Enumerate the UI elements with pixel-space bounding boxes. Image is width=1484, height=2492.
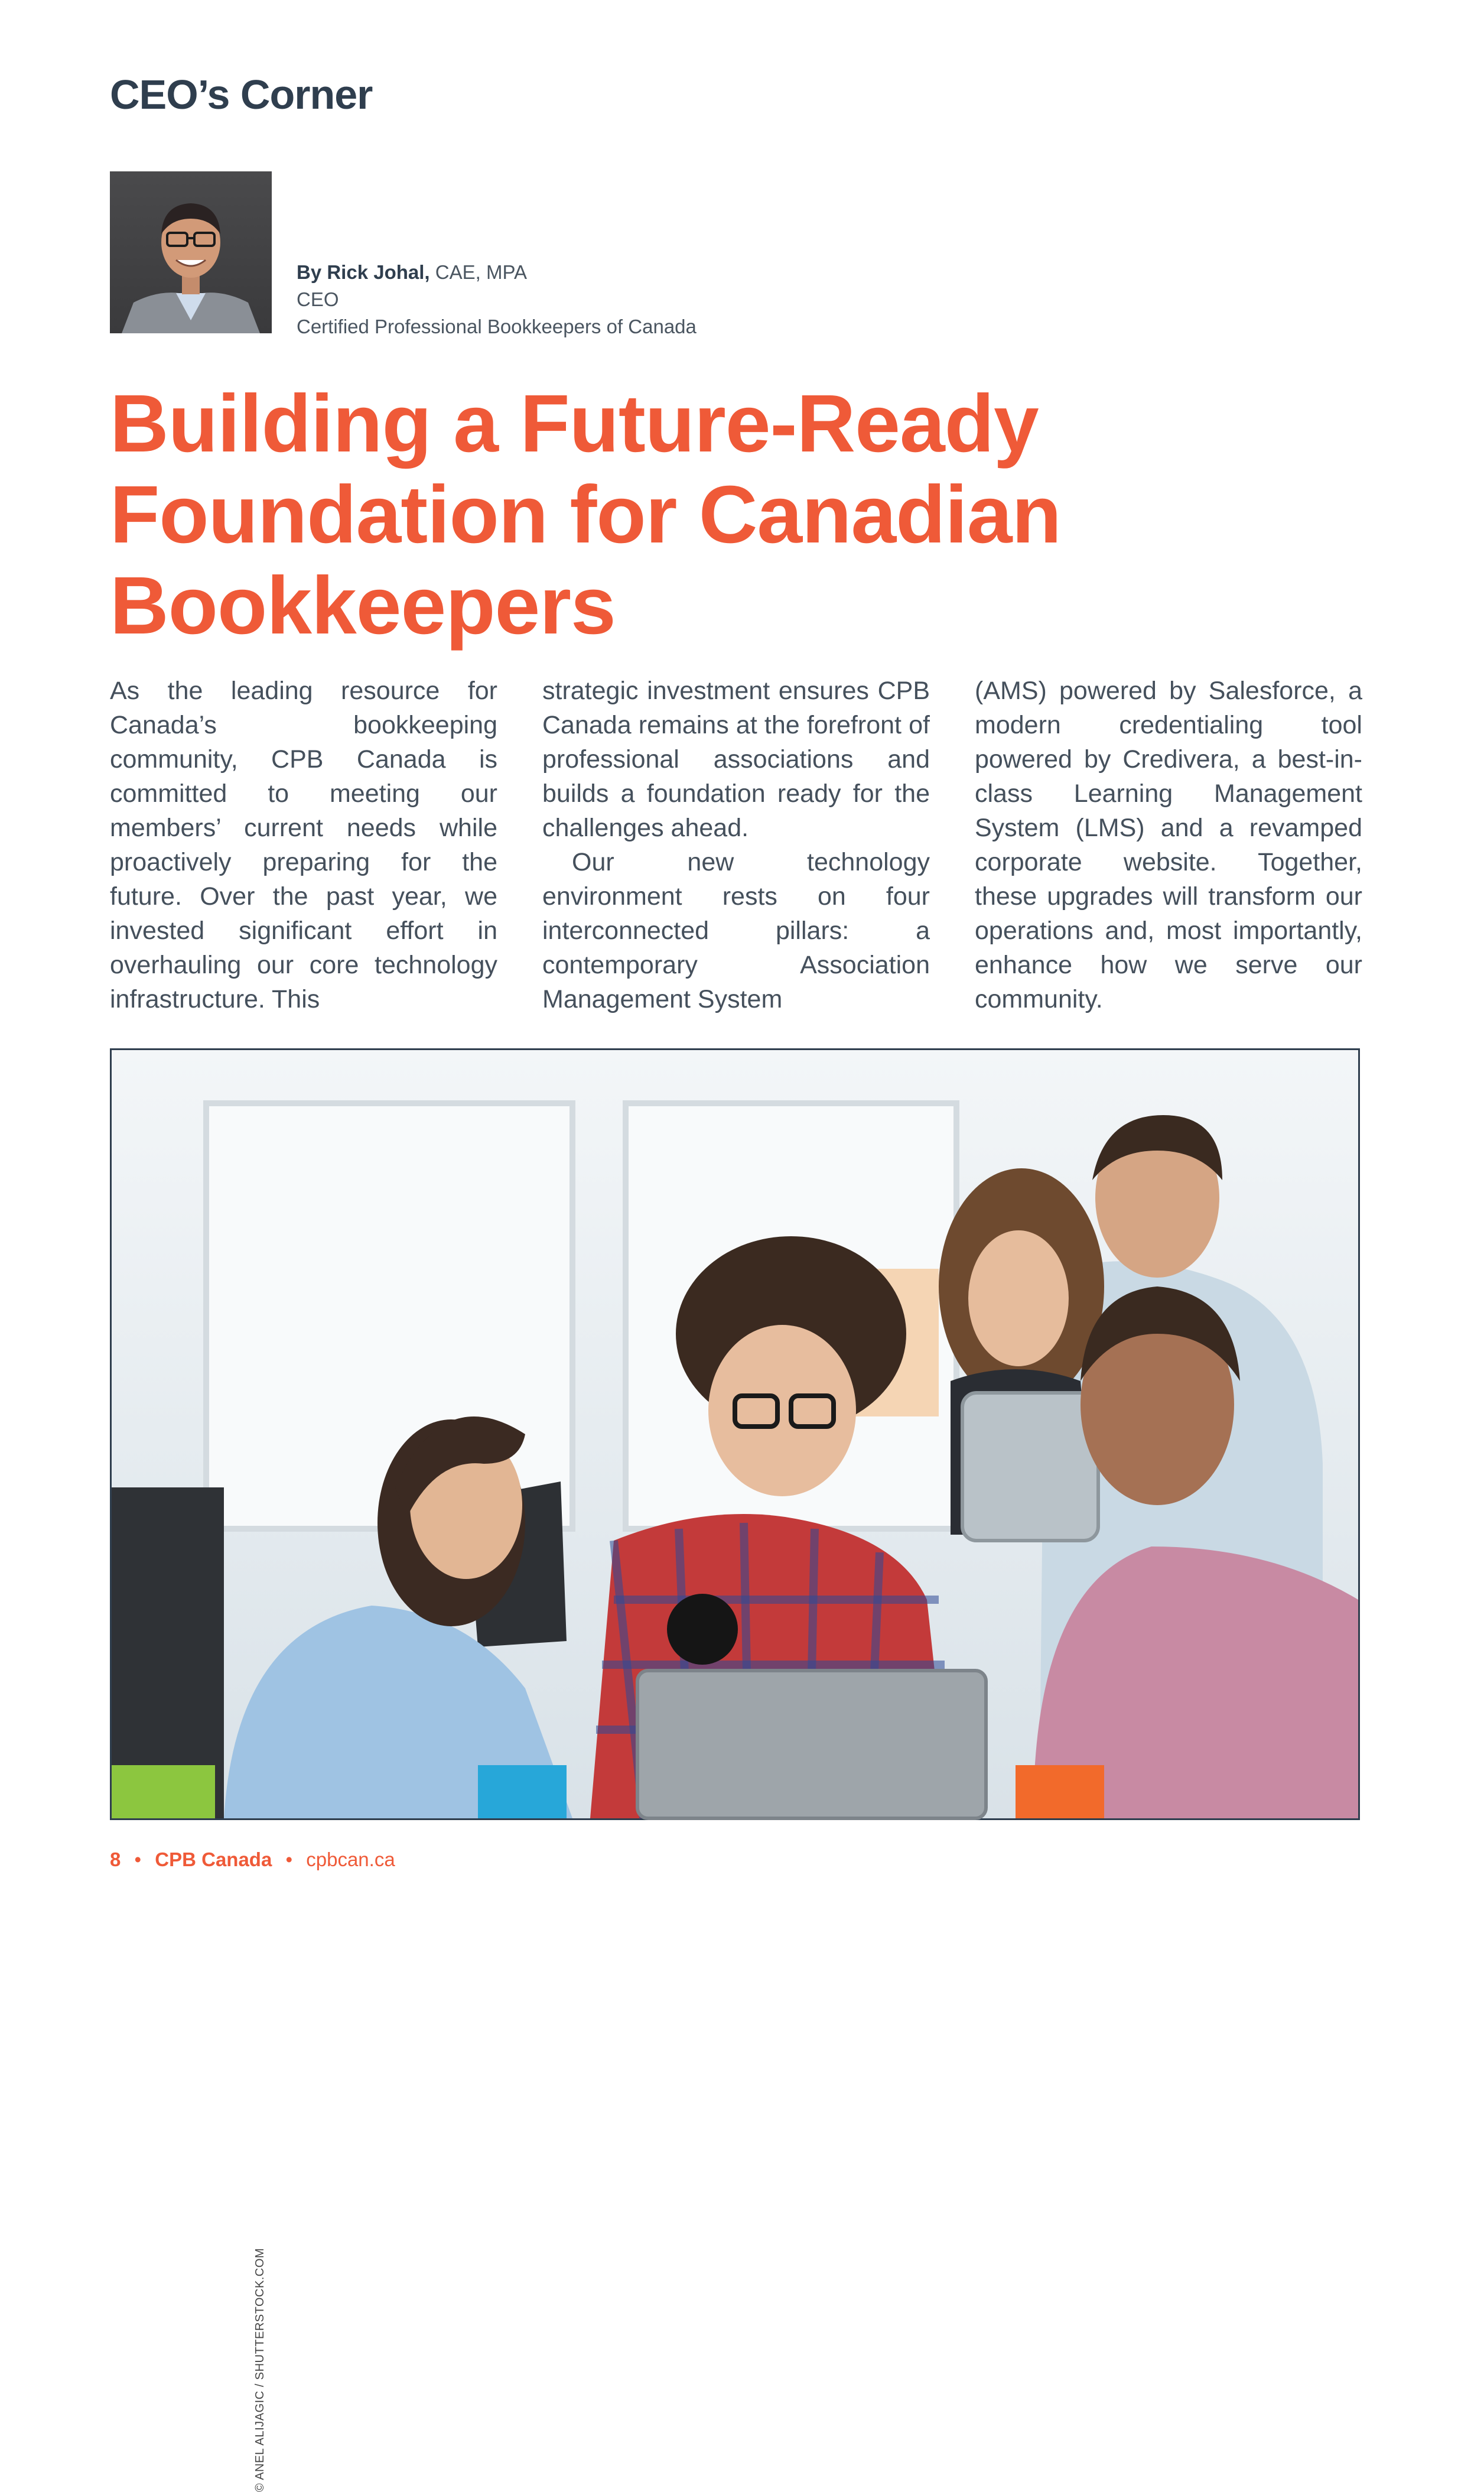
footer-separator: • <box>285 1848 293 1870</box>
author-name: By Rick Johal, <box>297 261 430 283</box>
article-headline <box>110 378 1380 651</box>
footer-separator: • <box>134 1848 142 1870</box>
publication-website: cpbcan.ca <box>306 1848 395 1870</box>
author-credentials: CAE, MPA <box>429 261 528 283</box>
publication-name: CPB Canada <box>155 1848 272 1870</box>
body-paragraph: As the leading resource for Canada’s bookkeeping community, CPB Canada is committed to meeting our members’ current needs while proactively preparing for the future. Over the past year, we invested significant effort in overhauling our core technology infrastructure. This <box>110 677 497 1013</box>
headline-line: Foundation for Canadian <box>110 469 1061 560</box>
section-title: CEO’s Corner <box>110 72 373 118</box>
body-column-3 <box>975 674 1362 1016</box>
body-paragraph: Our new technology environment rests on four interconnected pillars: a contemporary Association Management System <box>542 848 930 1013</box>
body-paragraph: strategic investment ensures CPB Canada remains at the forefront of professional associations and builds a foundation ready for the challenges ahead. <box>542 677 930 842</box>
body-column-2 <box>542 674 930 1016</box>
author-byline <box>297 259 697 340</box>
author-role: CEO <box>297 288 339 310</box>
photo-credit: © ANEL ALIJAGIC / SHUTTERSTOCK.COM <box>253 2248 266 2492</box>
body-paragraph: (AMS) powered by Salesforce, a modern credentialing tool powered by Credivera, a best-in-class Learning Management System (LMS) and a revamped corporate website. Together, these upgrades will transform our operations and, most importantly, enhance how we serve our community. <box>975 677 1362 1013</box>
author-organization: Certified Professional Bookkeepers of Canada <box>297 316 697 337</box>
page-footer <box>110 1848 395 1871</box>
page-number: 8 <box>110 1848 121 1870</box>
body-column-1 <box>110 674 497 1016</box>
author-headshot <box>110 171 272 333</box>
headline-line: Bookkeepers <box>110 560 616 651</box>
headline-line: Building a Future-Ready <box>110 378 1039 469</box>
